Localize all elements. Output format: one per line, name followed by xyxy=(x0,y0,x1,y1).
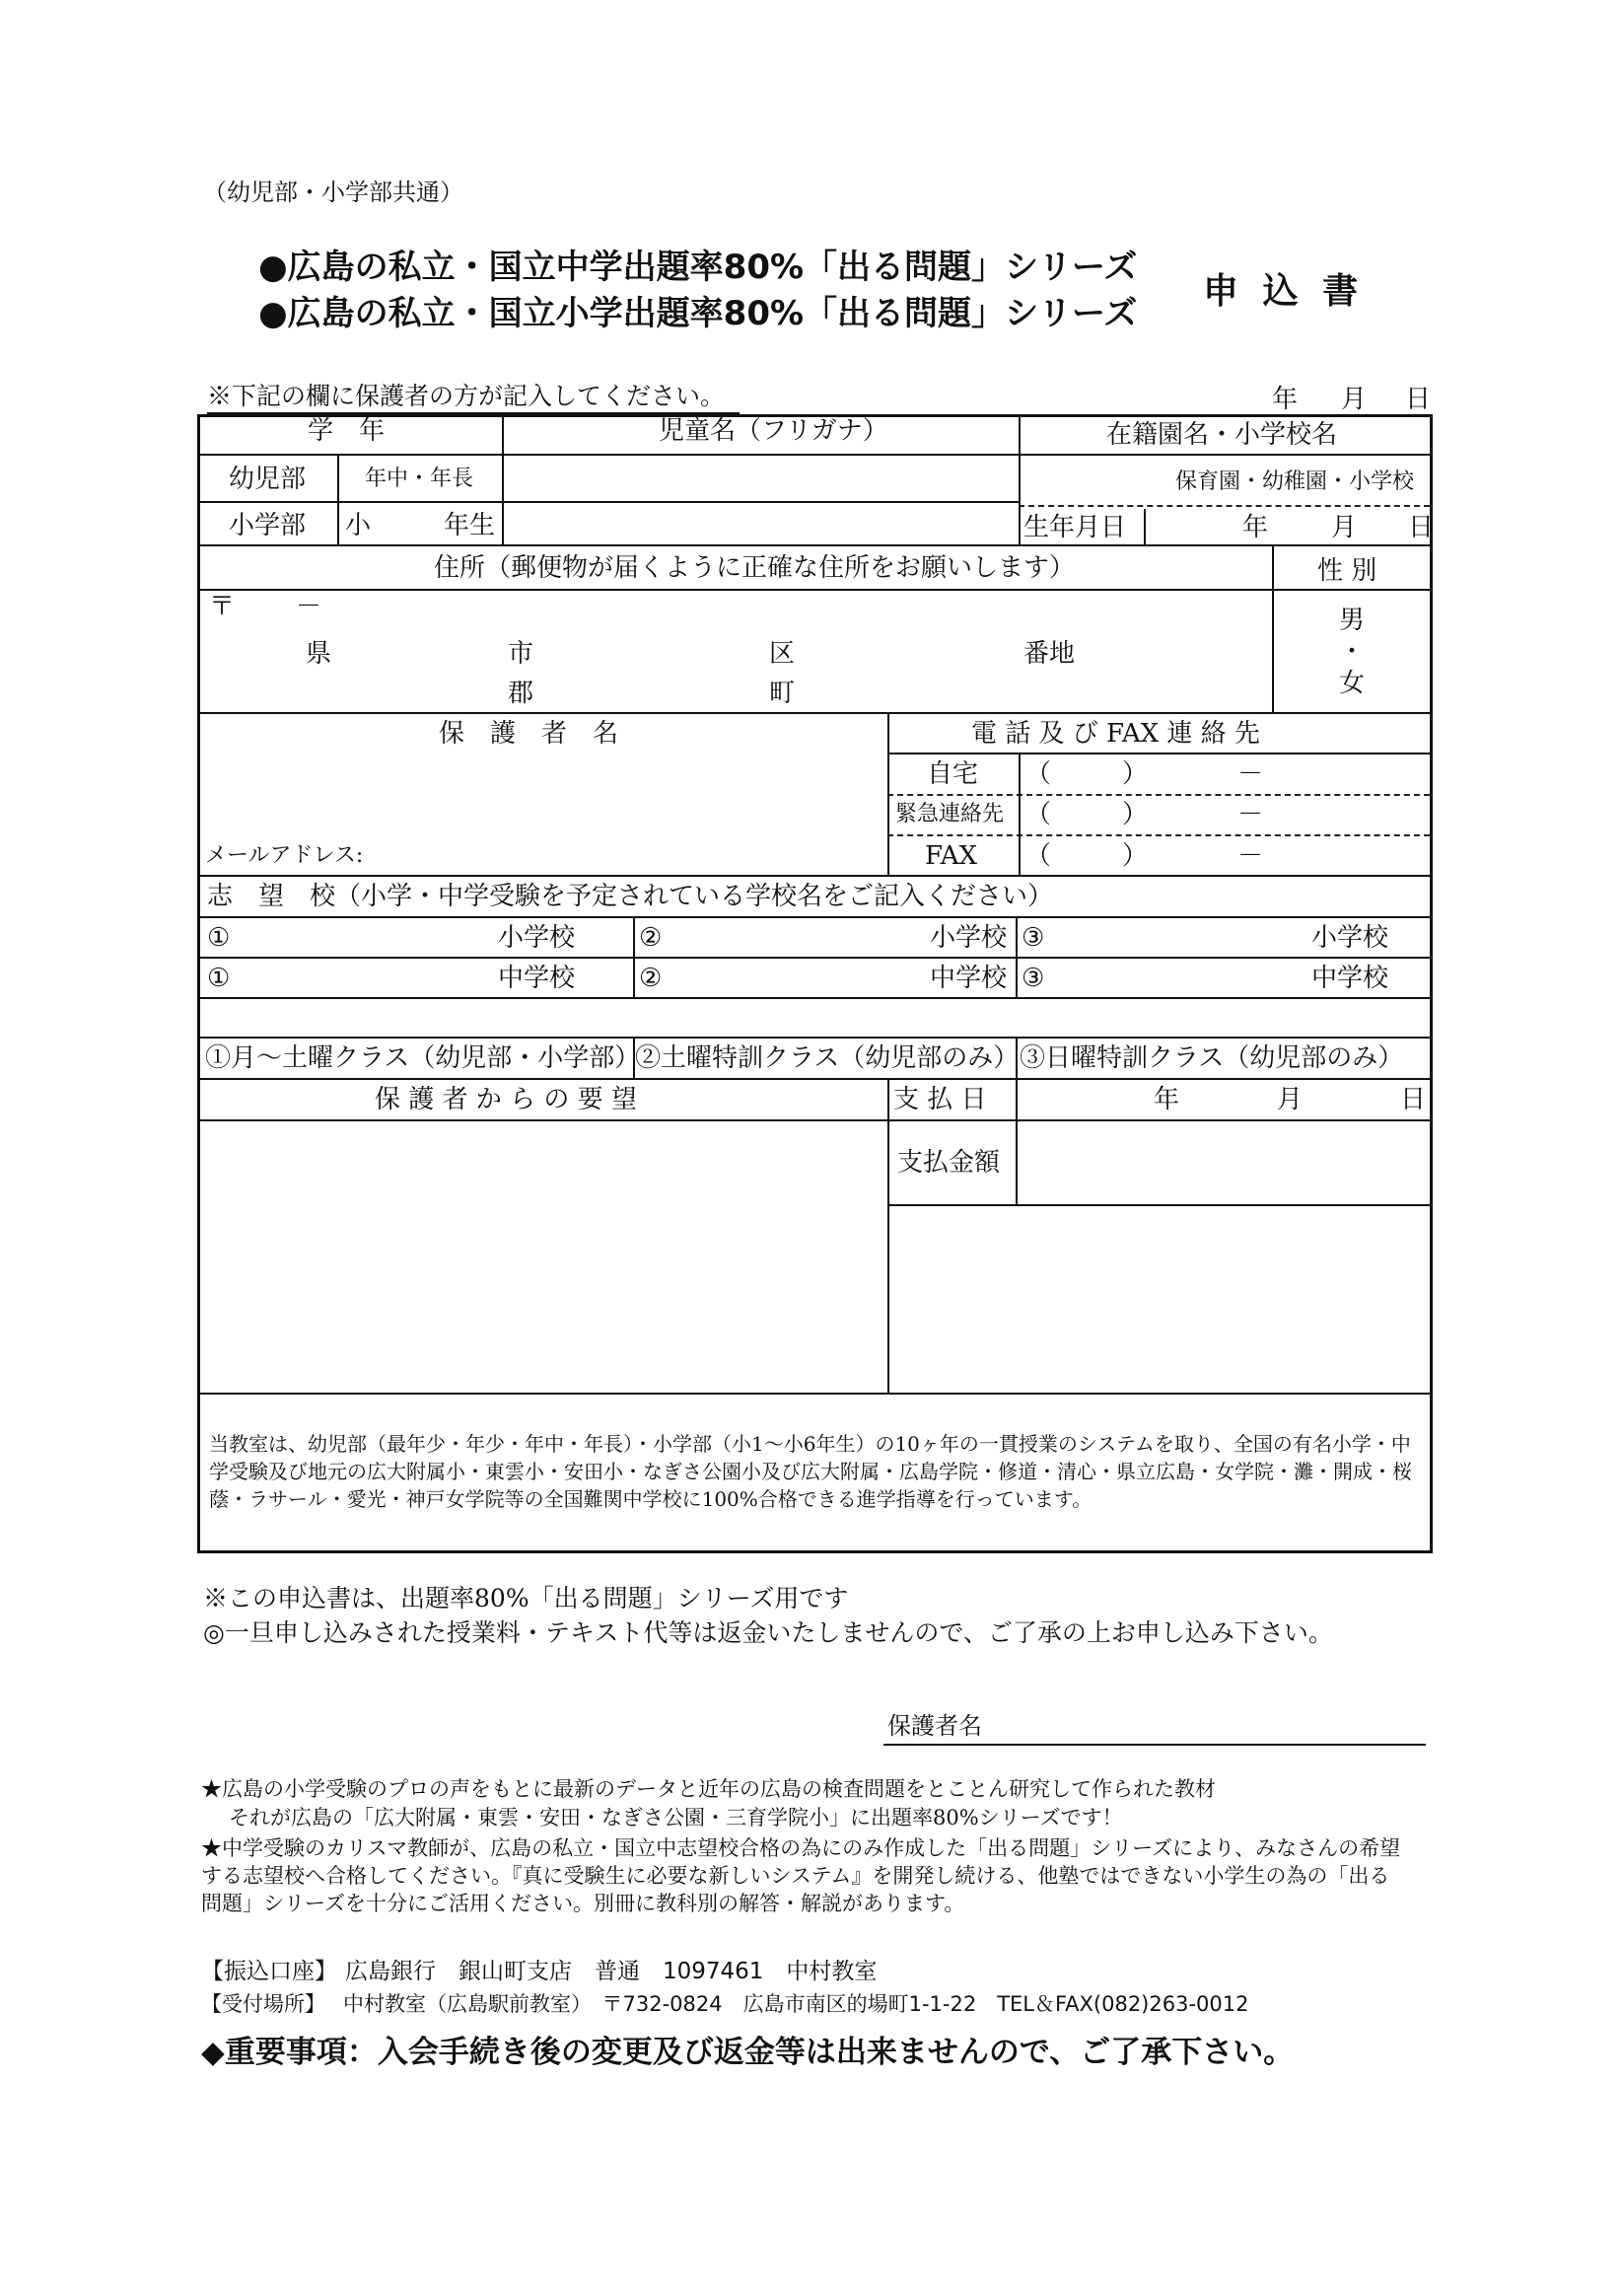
payment-month: 月 xyxy=(1277,1085,1304,1114)
address-city: 市 xyxy=(508,639,534,669)
contact-fax-label: FAX xyxy=(925,841,978,871)
gender-separator: ・ xyxy=(1339,637,1366,667)
address-ward: 区 xyxy=(769,639,796,669)
mid-choice-2-num: ② xyxy=(639,964,663,993)
requests-field[interactable] xyxy=(203,1124,883,1389)
common-note: （幼児部・小学部共通） xyxy=(203,179,463,206)
gender-header: 性 別 xyxy=(1317,556,1377,586)
elementary-label: 小学部 xyxy=(229,511,307,540)
contact-emergency-dash: － xyxy=(1237,800,1264,829)
elem-choice-2-suffix: 小学校 xyxy=(930,923,1008,953)
about-paragraph: 当教室は、幼児部（最年少・年少・年中・年長）・小学部（小1～小6年生）の10ヶ年の一貫授業のシステムを取り、全国の有名小学・中学受験及び地元の広大附属小・東雲小・安田小・なぎさ公園小及び広大附属・広島学院・修道・清心・県立広島・女学院・灘・開成・桜蔭・ラサール・愛光・神戸女学院等の全国難関中学校に100%合格できる進学指導を行っています。 xyxy=(209,1432,1412,1511)
birth-year: 年 xyxy=(1242,513,1269,542)
contact-fax-close: ） xyxy=(1122,841,1149,871)
contact-emergency-label: 緊急連絡先 xyxy=(895,802,1005,826)
contact-fax-dash: － xyxy=(1237,841,1264,871)
mid-choice-1-num: ① xyxy=(207,964,231,993)
elem-choice-3-suffix: 小学校 xyxy=(1311,923,1389,953)
school-header: 在籍園名・小学校名 xyxy=(1106,420,1338,450)
guardian-name-header: 保 護 者 名 xyxy=(439,719,619,749)
office-details: 中村教室（広島駅前教室） 〒732-0824 広島市南区的場町1-1-22 TEL＆FAX(082)263-0012 xyxy=(343,1992,1249,2016)
payment-date-label: 支 払 日 xyxy=(893,1085,987,1114)
contact-emergency-close: ） xyxy=(1122,800,1149,829)
contact-emergency-open: （ xyxy=(1025,800,1052,829)
birthdate-label: 生年月日 xyxy=(1023,513,1127,542)
child-name-header: 児童名（フリガナ） xyxy=(659,416,888,446)
contact-home-label: 自宅 xyxy=(927,759,979,789)
elem-choice-2-num: ② xyxy=(639,923,663,953)
office-label: 【受付場所】 xyxy=(201,1992,325,2016)
bank-label: 【振込口座】 xyxy=(201,1959,337,1984)
form-date-year: 年 xyxy=(1272,385,1299,414)
elem-choice-1-num: ① xyxy=(207,923,231,953)
address-prefecture: 県 xyxy=(306,639,332,669)
note-refund: ◎一旦申し込みされた授業料・テキスト代等は返金いたしませんので、ご了承の上お申し込み下さい。 xyxy=(203,1618,1333,1647)
birth-day: 日 xyxy=(1408,513,1435,542)
elementary-grade-prefix: 小 xyxy=(345,511,372,540)
promo-line-1: ★広島の小学受験のプロの声をもとに最新のデータと近年の広島の検査問題をとことん研究して作られた教材 xyxy=(201,1777,1216,1801)
grade-header: 学 年 xyxy=(308,416,386,446)
signature-line[interactable] xyxy=(883,1744,1426,1746)
mid-choice-3-suffix: 中学校 xyxy=(1311,964,1389,993)
elem-choice-3-num: ③ xyxy=(1022,923,1045,953)
contact-home-close: ） xyxy=(1122,759,1149,789)
form-date-day: 日 xyxy=(1405,385,1432,414)
address-header: 住所（郵便物が届くように正確な住所をお願いします） xyxy=(434,553,1076,583)
postal-dash: － xyxy=(296,592,322,621)
child-name-field[interactable] xyxy=(507,460,1014,540)
signature-label: 保護者名 xyxy=(887,1712,982,1740)
contact-home-open: （ xyxy=(1025,759,1052,789)
form-date-month: 月 xyxy=(1341,385,1368,414)
birth-month: 月 xyxy=(1331,513,1358,542)
kinder-label: 幼児部 xyxy=(229,465,307,494)
promo-paragraph: ★中学受験のカリスマ教師が、広島の私立・国立中志望校合格の為にのみ作成した「出る問題」シリーズにより、みなさんの希望する志望校へ合格してください。『真に受験生に必要な新しいシステム』を開発し続ける、他塾ではできない小学生の為の「出る問題」シリーズを十分にご活用ください。別冊に教科別の解答・解説があります。 xyxy=(201,1836,1401,1915)
form-instruction: ※下記の欄に保護者の方が記入してください。 xyxy=(207,382,726,410)
series-title-junior-high: ●広島の私立・国立中学出題率80%「出る問題」シリーズ xyxy=(258,248,1138,287)
school-type-options[interactable]: 保育園・幼稚園・小学校 xyxy=(1175,469,1415,494)
contact-fax-open: （ xyxy=(1025,841,1052,871)
postal-mark: 〒 xyxy=(209,592,236,621)
requests-header: 保 護 者 か ら の 要 望 xyxy=(375,1085,637,1114)
mid-choice-2-suffix: 中学校 xyxy=(930,964,1008,993)
desired-school-header: 志 望 校（小学・中学受験を予定されている学校名をご記入ください） xyxy=(207,882,1054,911)
gender-female[interactable]: 女 xyxy=(1339,669,1366,698)
important-notice: ◆重要事項：入会手続き後の変更及び返金等は出来ませんので、ご了承下さい。 xyxy=(201,2035,1295,2070)
address-gun: 郡 xyxy=(508,679,534,708)
contact-header: 電 話 及 び FAX 連 絡 先 xyxy=(971,719,1260,749)
class-option-weekday[interactable]: ①月～土曜クラス（幼児部・小学部） xyxy=(205,1043,641,1073)
payment-amount-label: 支払金額 xyxy=(897,1148,1001,1178)
payment-day: 日 xyxy=(1400,1085,1427,1114)
guardian-name-field[interactable] xyxy=(203,718,883,841)
kinder-grade-options[interactable]: 年中・年長 xyxy=(365,466,474,491)
promo-line-2: それが広島の「広大附属・東雲・安田・なぎさ公園・三育学院小」に出題率80%シリーズです！ xyxy=(229,1806,1123,1830)
elementary-grade-suffix: 年生 xyxy=(444,511,496,540)
elem-choice-1-suffix: 小学校 xyxy=(498,923,576,953)
bank-details: 広島銀行 銀山町支店 普通 1097461 中村教室 xyxy=(345,1959,878,1984)
contact-home-dash: － xyxy=(1237,759,1264,789)
email-label: メールアドレス: xyxy=(205,843,364,868)
class-option-sunday[interactable]: ③日曜特訓クラス（幼児部のみ） xyxy=(1020,1043,1404,1073)
address-banchi: 番地 xyxy=(1023,639,1076,669)
gender-male[interactable]: 男 xyxy=(1339,606,1366,635)
class-option-saturday[interactable]: ②土曜特訓クラス（幼児部のみ） xyxy=(635,1043,1020,1073)
series-title-elementary: ●広島の私立・国立小学出題率80%「出る問題」シリーズ xyxy=(258,294,1138,333)
payment-year: 年 xyxy=(1154,1085,1180,1114)
mid-choice-1-suffix: 中学校 xyxy=(498,964,576,993)
note-series: ※この申込書は、出題率80%「出る問題」シリーズ用です xyxy=(203,1584,849,1613)
address-town: 町 xyxy=(769,679,796,708)
document-title: 申 込 書 xyxy=(1203,271,1365,312)
mid-choice-3-num: ③ xyxy=(1022,964,1045,993)
